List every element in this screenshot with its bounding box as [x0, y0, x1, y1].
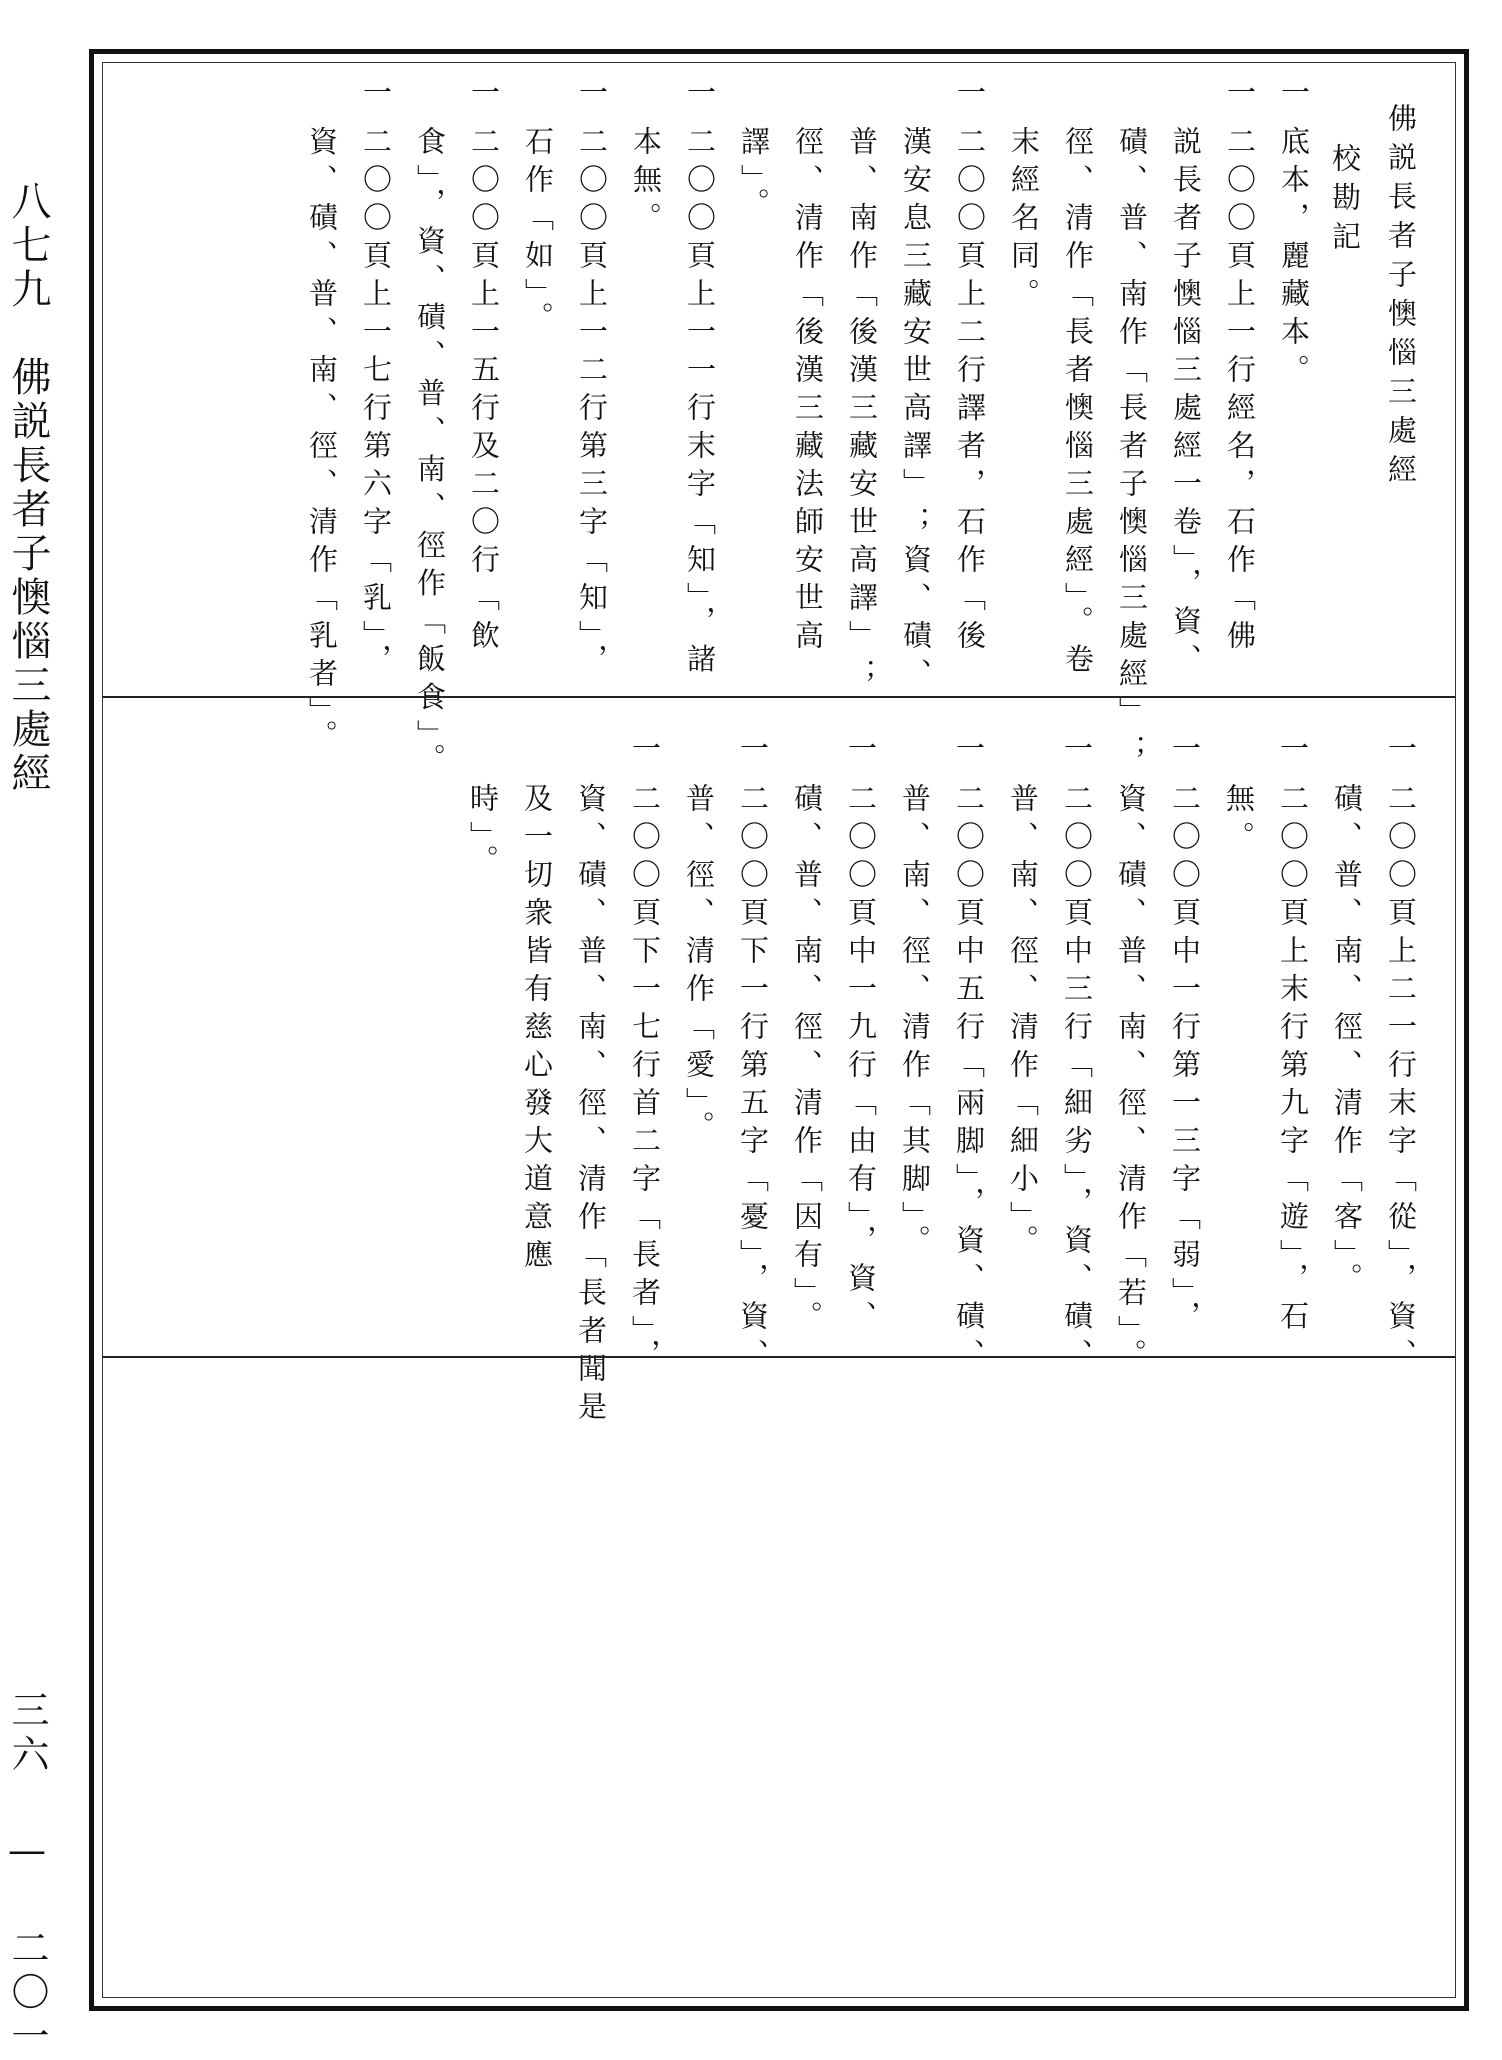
note-line: 食」，資、磧、普、南、徑作「飯食」。	[413, 126, 447, 781]
page-number: 三六 — 二〇一	[5, 1690, 49, 2060]
note-marker: 一	[844, 733, 878, 771]
note-line: 二〇〇頁上一二行第三字「知」，	[575, 126, 609, 682]
note-line: 漢安息三藏安世高譯」；資、磧、	[899, 126, 933, 696]
note-marker: 一	[1384, 733, 1418, 771]
note-marker: 一	[952, 733, 986, 771]
note-line: 説長者子懊惱三處經一卷」，資、	[1169, 126, 1203, 682]
note-line: 二〇〇頁中一九行「由有」，資、	[844, 783, 878, 1339]
note-line: 二〇〇頁上二行譯者，石作「後	[953, 126, 987, 658]
note-marker: 一	[575, 77, 609, 115]
note-line: 普、南、徑、清作「細小」。	[1006, 783, 1040, 1263]
note-line: 二〇〇頁上二一行末字「從」，資、	[1384, 783, 1418, 1377]
note-line: 徑、清作「長者懊惱三處經」。卷	[1061, 126, 1095, 682]
section-title: 校勘記	[1328, 143, 1362, 260]
note-line: 普、南作「後漢三藏安世高譯」；	[845, 126, 879, 696]
note-marker: 一	[1276, 733, 1310, 771]
note-line: 底本，麗藏本。	[1277, 126, 1311, 392]
register-divider-upper	[103, 696, 1455, 698]
note-line: 普、南、徑、清作「其脚」。	[898, 783, 932, 1263]
note-line: 石作「如」。	[521, 126, 555, 340]
note-marker: 一	[359, 77, 393, 115]
sutra-title: 佛説長者子懊惱三處經	[1384, 103, 1418, 493]
note-line: 譯」。	[737, 126, 771, 226]
note-line: 二〇〇頁中五行「兩脚」，資、磧、	[952, 783, 986, 1377]
note-marker: 一	[683, 77, 717, 115]
note-line: 無。	[1222, 783, 1256, 859]
note-line: 末經名同。	[1007, 126, 1041, 316]
note-line: 時」。	[466, 783, 500, 883]
note-line: 普、徑、清作「愛」。	[682, 783, 716, 1149]
page-frame	[89, 49, 1469, 2011]
note-line: 資、磧、普、南、徑、清作「長者聞是	[574, 783, 608, 1429]
note-line: 磧、普、南、徑、清作「因有」。	[790, 783, 824, 1339]
note-line: 二〇〇頁上一七行第六字「乳」，	[359, 126, 393, 682]
note-marker: 一	[1060, 733, 1094, 771]
note-marker: 一	[467, 77, 501, 115]
page-frame-inner	[102, 62, 1456, 1998]
note-line: 徑、清作「後漢三藏法師安世高	[791, 126, 825, 658]
note-line: 二〇〇頁下一七行首二字「長者」，	[628, 783, 662, 1377]
note-line: 及一切衆皆有慈心發大道意應	[520, 783, 554, 1277]
note-marker: 一	[1168, 733, 1202, 771]
note-marker: 一	[1277, 77, 1311, 115]
note-marker: 一	[628, 733, 662, 771]
note-marker: 一	[1223, 77, 1257, 115]
note-line: 二〇〇頁上一行經名，石作「佛	[1223, 126, 1257, 658]
note-line: 二〇〇頁上一五行及二〇行「飲	[467, 126, 501, 658]
note-line: 本無。	[629, 126, 663, 240]
note-marker: 一	[953, 77, 987, 115]
note-line: 二〇〇頁中一行第一三字「弱」，	[1168, 783, 1202, 1339]
running-title: 八七九 佛説長者子懊惱三處經	[5, 180, 51, 796]
note-line: 二〇〇頁中三行「細劣」，資、磧、	[1060, 783, 1094, 1377]
register-divider-lower	[103, 1356, 1455, 1358]
note-line: 資、磧、普、南、徑、清作「若」。	[1114, 783, 1148, 1377]
note-line: 二〇〇頁上末行第九字「遊」，石	[1276, 783, 1310, 1339]
note-marker: 一	[736, 733, 770, 771]
note-line: 磧、普、南、徑、清作「客」。	[1330, 783, 1364, 1301]
note-line: 二〇〇頁上一一行末字「知」，諸	[683, 126, 717, 682]
note-line: 二〇〇頁下一行第五字「憂」，資、	[736, 783, 770, 1377]
note-line: 磧、普、南作「長者子懊惱三處經」；	[1115, 126, 1149, 772]
note-line: 資、磧、普、南、徑、清作「乳者」。	[305, 126, 339, 758]
